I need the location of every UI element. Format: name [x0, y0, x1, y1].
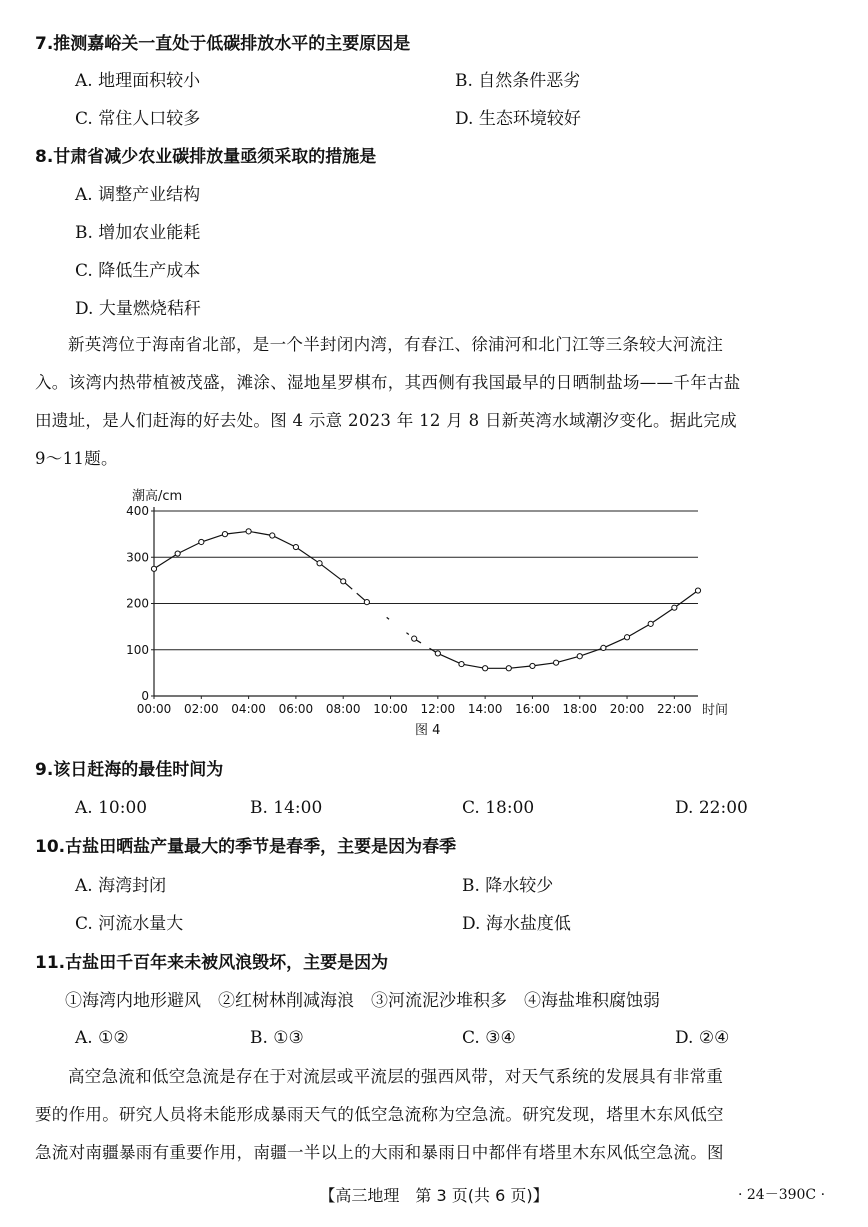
- tide-curve-segment: [414, 639, 438, 654]
- q9-option-b: B. 14:00: [250, 798, 323, 818]
- page-footer: 【高三地理 第 3 页(共 6 页)】: [319, 1186, 549, 1205]
- q9-option-a: A. 10:00: [75, 798, 148, 818]
- figure-caption: 图 4: [415, 723, 441, 738]
- tide-data-point: [601, 645, 606, 650]
- x-tick-label: 16:00: [515, 702, 550, 716]
- passage-xinying-bay: [35, 326, 825, 478]
- x-tick-label: 00:00: [136, 702, 172, 716]
- x-tick-label: 12:00: [420, 702, 456, 716]
- tide-data-point: [341, 579, 346, 584]
- passage2-line: 高空急流和低空急流是存在于对流层或平流层的强西风带，对天气系统的发展具有非常重: [68, 1067, 724, 1086]
- q10-stem: 10.古盐田晒盐产量最大的季节是春季，主要是因为春季: [35, 837, 457, 857]
- tide-data-point: [364, 600, 369, 605]
- x-tick-label: 18:00: [562, 702, 598, 716]
- q11-option-c: C. ③④: [462, 1028, 516, 1048]
- y-tick-label: 0: [141, 689, 149, 703]
- x-tick-label: 20:00: [609, 702, 645, 716]
- tide-data-point: [293, 544, 298, 549]
- y-tick-label: 200: [126, 596, 149, 611]
- x-tick-label: 22:00: [657, 702, 692, 716]
- y-tick-label: 400: [126, 504, 149, 518]
- tide-data-point: [483, 666, 488, 671]
- tide-data-point: [648, 621, 653, 626]
- q7-option-d: D. 生态环境较好: [455, 109, 581, 129]
- q9-stem: 9.该日赶海的最佳时间为: [35, 760, 224, 780]
- tide-data-point: [246, 529, 251, 534]
- tide-data-point: [199, 539, 204, 544]
- passage2-line: 急流对南疆暴雨有重要作用，南疆一半以上的大雨和暴雨日中都伴有塔里木东风低空急流。图: [35, 1143, 724, 1162]
- q8-option-c: C. 降低生产成本: [75, 261, 201, 281]
- x-axis-label: 时间: [702, 703, 729, 718]
- y-axis-label: 潮高/cm: [132, 489, 183, 504]
- x-tick-label: 10:00: [373, 702, 408, 716]
- passage-low-level-jet: [35, 1058, 825, 1172]
- passage1-line: 入。该湾内热带植被茂盛，滩涂、湿地星罗棋布，其西侧有我国最早的日晒制盐场——千年古盐: [35, 373, 741, 392]
- tide-chart: [120, 484, 750, 744]
- q11-option-b: B. ①③: [250, 1028, 304, 1048]
- tide-data-point: [435, 651, 440, 656]
- x-tick-label: 08:00: [325, 702, 361, 716]
- q7-option-c: C. 常住人口较多: [75, 109, 201, 129]
- tide-data-point: [624, 635, 629, 640]
- tide-curve-segment: [343, 581, 367, 602]
- tide-curve-segment: [367, 602, 414, 639]
- x-tick-label: 02:00: [184, 702, 219, 716]
- q9-option-d: D. 22:00: [675, 798, 748, 818]
- x-tick-label: 06:00: [278, 702, 314, 716]
- q11-option-d: D. ②④: [675, 1028, 730, 1048]
- q10-option-a: A. 海湾封闭: [75, 876, 167, 896]
- tide-data-point: [317, 561, 322, 566]
- tide-data-point: [459, 661, 464, 666]
- q7-option-b: B. 自然条件恶劣: [455, 71, 581, 91]
- q8-option-d: D. 大量燃烧秸秆: [75, 299, 201, 319]
- y-tick-label: 300: [126, 550, 149, 565]
- tide-data-point: [175, 551, 180, 556]
- q7-option-a: A. 地理面积较小: [75, 71, 201, 91]
- q11-stem: 11.古盐田千百年来未被风浪毁坏，主要是因为: [35, 953, 389, 973]
- tide-data-point: [151, 566, 156, 571]
- q10-option-b: B. 降水较少: [462, 876, 554, 896]
- y-tick-label: 100: [126, 642, 149, 657]
- x-tick-label: 04:00: [231, 702, 266, 716]
- passage1-line: 9～11题。: [35, 449, 118, 468]
- tide-data-point: [412, 636, 417, 641]
- q8-stem: 8.甘肃省减少农业碳排放量亟须采取的措施是: [35, 147, 377, 167]
- tide-data-point: [672, 605, 677, 610]
- passage1-line: 新英湾位于海南省北部，是一个半封闭内湾，有春江、徐浦河和北门江等三条较大河流注: [68, 335, 724, 354]
- tide-data-point: [530, 663, 535, 668]
- tide-data-point: [270, 533, 275, 538]
- q7-stem: 7.推测嘉峪关一直处于低碳排放水平的主要原因是: [35, 34, 411, 54]
- q11-statements: ①海湾内地形避风 ②红树林削减海浪 ③河流泥沙堆积多 ④海盐堆积腐蚀弱: [65, 991, 660, 1011]
- q9-option-c: C. 18:00: [462, 798, 535, 818]
- tide-data-point: [506, 666, 511, 671]
- tide-data-point: [553, 660, 558, 665]
- exam-code: · 24－390C ·: [738, 1187, 826, 1203]
- tide-curve-segment: [154, 531, 343, 581]
- x-tick-label: 14:00: [467, 702, 503, 716]
- q10-option-c: C. 河流水量大: [75, 914, 184, 934]
- tide-data-point: [222, 532, 227, 537]
- q11-option-a: A. ①②: [75, 1028, 129, 1048]
- tide-curve-segment: [438, 591, 698, 669]
- passage1-line: 田遗址，是人们赶海的好去处。图 4 示意 2023 年 12 月 8 日新英湾水域潮汐变化。据此完成: [35, 411, 737, 430]
- q8-option-b: B. 增加农业能耗: [75, 223, 201, 243]
- q8-option-a: A. 调整产业结构: [75, 185, 201, 205]
- passage2-line: 要的作用。研究人员将未能形成暴雨天气的低空急流称为空急流。研究发现，塔里木东风低空: [35, 1105, 724, 1124]
- q10-option-d: D. 海水盐度低: [462, 914, 571, 934]
- tide-data-point: [577, 654, 582, 659]
- tide-data-point: [695, 588, 700, 593]
